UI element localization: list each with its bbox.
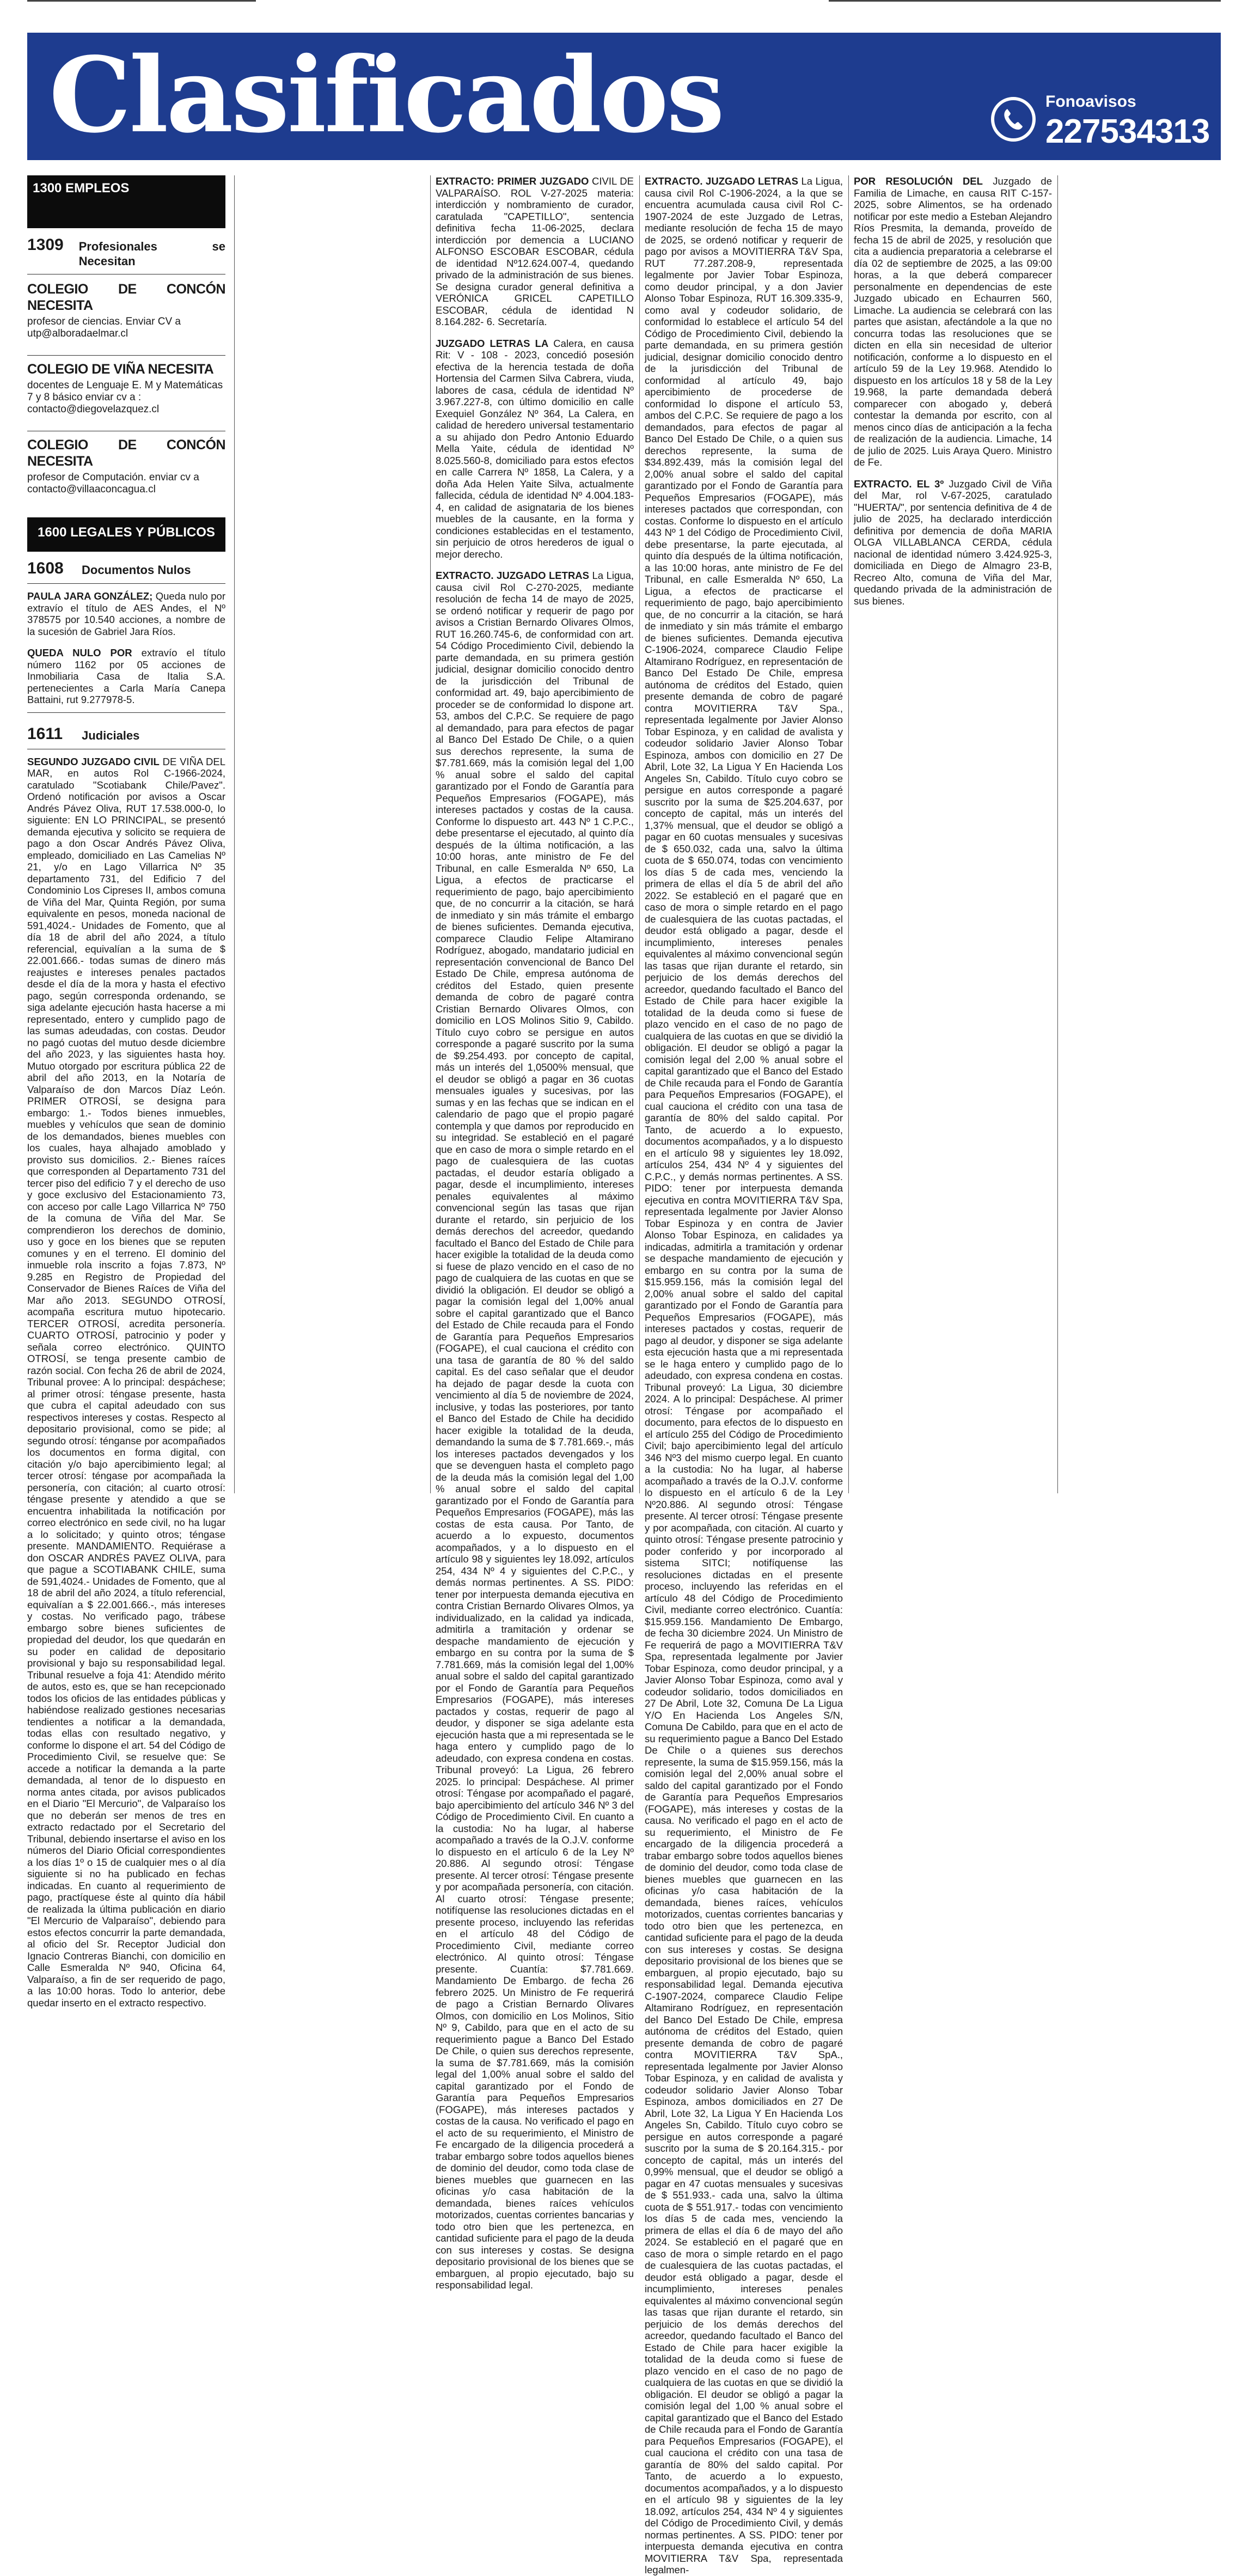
job-ad-title: COLEGIO DE VIÑA NECESITA bbox=[27, 362, 214, 377]
subheading-code: 1608 bbox=[27, 559, 64, 577]
notice-text: Queda nulo por extravío el título de AES Andes, el Nº 378575 por 10.540 acciones, a nombre de la sucesión de Gabriel Jara Ríos. bbox=[27, 590, 225, 637]
judiciales-subheading bbox=[27, 723, 225, 749]
section-banner bbox=[27, 33, 1221, 160]
fonoavisos-number: 227534313 bbox=[1045, 113, 1210, 150]
job-ad bbox=[27, 281, 225, 356]
notice-lead: SEGUNDO JUZGADO CIVIL bbox=[27, 755, 160, 767]
notice-lead: EXTRACTO. JUZGADO LETRAS bbox=[645, 175, 799, 187]
legal-notice bbox=[645, 175, 843, 2576]
subheading-code: 1611 bbox=[27, 724, 63, 743]
job-ad-title: COLEGIO DE CONCÓN NECESITA bbox=[27, 282, 225, 313]
notice-lead: EXTRACTO: PRIMER JUZGADO bbox=[436, 175, 589, 187]
top-rule-left bbox=[27, 0, 256, 2]
notice-lead: EXTRACTO. JUZGADO LETRAS bbox=[436, 570, 590, 581]
job-ad-body: profesor de Computación. enviar cv a contacto@villaaconcagua.cl bbox=[27, 472, 199, 495]
empleos-heading: 1300 EMPLEOS bbox=[27, 175, 225, 228]
subheading-label: Judiciales bbox=[82, 728, 140, 742]
legal-notice bbox=[436, 338, 634, 560]
documentos-nulos-subheading bbox=[27, 557, 225, 584]
legal-notice bbox=[854, 478, 1052, 607]
fonoavisos-box bbox=[991, 86, 1220, 157]
profesionales-subheading bbox=[27, 234, 225, 274]
legal-notice bbox=[854, 175, 1052, 468]
column-rule bbox=[430, 175, 431, 1493]
column-rule bbox=[848, 175, 849, 1493]
notice-text: La Ligua, causa civil Rol C-1906-2024, a la que se encuentra acumulada causa civil Rol C-1907-2024 de este Juzgado de Letras, mediante resolución de fecha 15 de mayo de 2025, se ordenó notificar y requerir de pago por avisos a MOVITIERRA T&V Spa, RUT 77.287.208-9, representada legalmente por Javier Tobar Espinoza, como deudor principal, y a don Javier Alonso Tobar Espinoza, RUT 16.309.335-9, como aval y codeudor solidario, de conformidad lo establece el artículo 54 del Código de Procedimiento Civil, debiendo la parte demandada, en su primera gestión judicial, designar domicilio conocido dentro de la jurisdicción del Tribunal de conformidad al artículo 49, bajo apercibimiento de procederse de conformidad lo dispone el artículo 53, ambos del C.P.C. Se requiere de pago a los demandados, para efectos de pagar al Banco Del Estado De Chile, o a quien sus derechos represente, la suma de $34.892.439, más la comisión legal del 2,00% anual sobre el saldo del capital garantizado por el Fondo de Garantía para Pequeños Empresarios (FOGAPE), más intereses pactados que correspondan, con costas. Conforme lo dispuesto en el artículo 443 Nº 1 del Código de Procedimiento Civil, debe presentarse, la parte ejecutada, al quinto día después de la última notificación, a las 10:00 horas, ante ministro de Fe del Tribunal, en calle Esmeralda Nº 650, La Ligua, a efectos de practicarse el requerimiento de pago, bajo apercibimiento que, de no concurrir a la citación, se hará de inmediato y sin más trámite el embargo de bienes suficientes. Demanda ejecutiva C-1906-2024, comparece Claudio Felipe Altamirano Rodríguez, en representación de Banco Del Estado De Chile, empresa autónoma de créditos del Estado, quien presente demanda de cobro de pagaré contra MOVITIERRA T&V Spa., representada legalmente por Javier Alonso Tobar Espinoza, y en calidad de avalista y codeudor solidario Javier Alonso Tobar Espinoza, ambos con domicilio en 27 De Abril, Lote 32, La Ligua Y En Hacienda Los Angeles Sn, Cabildo. Título cuyo cobro se persigue en autos corresponde a pagaré suscrito por la suma de $25.204.637, por concepto de capital, más un interés del 1,37% mensual, que el deudor se obligó a pagar en 60 cuotas mensuales y sucesivas de $ 650.032, cada una, salvo la última cuota de $ 650.074, todas con vencimiento los días 5 de cada mes, venciendo la primera de ellas el día 5 de abril del año 2022. Se estableció en el pagaré que en caso de mora o simple retardo en el pago de cualesquiera de las cuotas pactadas, el deudor está obligado a pagar, desde el incumplimiento, intereses penales equivalentes al máximo convencional según las tasas que rijan durante el retardo, sin perjuicio de los demás derechos del acreedor, quedando facultado el Banco del Estado de Chile para hacer exigible la totalidad de la deuda como si fuese de plazo vencido en el caso de no pago de cualquiera de las cuotas en que se dividió la obligación. El deudor se obligó a pagar la comisión legal del 2,00 % anual sobre el capital garantizado que el Banco del Estado de Chile recauda para el Fondo de Garantía para Pequeños Empresarios (FOGAPE), el cual cauciona el crédito con una tasa de garantía de 80% del saldo capital. Por Tanto, de acuerdo a lo expuesto, documentos acompañados, y a lo dispuesto en el artículo 98 y siguientes ley 18.092, artículos 254, 434 Nº 4 y siguientes del C.P.C., y demás normas pertinentes. A SS. PIDO: tener por interpuesta demanda ejecutiva en contra MOVITIERRA T&V Spa, representada legalmente por Javier Alonso Tobar Espinoza y en contra de Javier Alonso Tobar Espinoza, en calidades ya indicadas, admitirla a tramitación y ordenar se despache mandamiento de ejecución y embargo en su contra por la suma de $15.959.156, más la comisión legal del 2,00% anual sobre el saldo del capital garantizado por el Fondo de Garantía para Pequeños Empresarios (FOGAPE), más intereses pactados y costas, requerir de pago al deudor, y disponer se siga adelante esta ejecución hasta que a mi representada se le haga entero y cumplido pago de lo adeudado, con expresa condena en costas. Tribunal proveyó: La Ligua, 30 diciembre 2024. A lo principal: Despáchese. Al primer otrosí: Téngase por acompañado el documento, para efectos de lo dispuesto en el artículo 255 del Código de Procedimiento Civil; bajo apercibimiento legal del artículo 346 Nº3 del mismo cuerpo legal. En cuanto a la custodia: No ha lugar, al haberse acompañado a través de la O.J.V. conforme lo dispuesto en el artículo 6 de la Ley Nº20.886. Al segundo otrosí: Téngase presente. Al tercer otrosí: Téngase presente y por acompañada, con citación. Al cuarto y quinto otrosí: Téngase presente patrocinio y poder conferido y por incorporado al sistema SITCI; notifíquense las resoluciones dictadas en el presente proceso, incluyendo las referidas en el artículo 48 del Código de Procedimiento Civil, mediante correo electrónico. Cuantía: $15.959.156. Mandamiento De Embargo, de fecha 30 diciembre 2024. Un Ministro de Fe requerirá de pago a MOVITIERRA T&V Spa, representada legalmente por Javier Tobar Espinoza, como deudor principal, y a Javier Alonso Tobar Espinoza, como aval y codeudor solidario, todos domiciliados en 27 De Abril, Lote 32, Comuna De La Ligua Y/O En Hacienda Los Angeles S/N, Comuna De Cabildo, para que en el acto de su requerimiento pague a Banco Del Estado De Chile o a quienes sus derechos represente, la suma de $15.959.156, más la comisión legal del 2,00% anual sobre el saldo del capital garantizado por el Fondo de Garantía para Pequeños Empresarios (FOGAPE), más intereses y costas de la causa. No verificado el pago en el acto de su requerimiento, el Ministro de Fe encargado de la diligencia procederá a trabar embargo sobre todos aquellos bienes de dominio del deudor, como toda clase de bienes muebles que guarnecen en las oficinas y/o casa habitación de la demandada, bienes raíces, vehículos motorizados, cuentas corrientes bancarias y todo otro bien que les pertenezca, en cantidad suficiente para el pago de la deuda con sus intereses y costas. Se designa depositario provisional de los bienes que se embarguen, al propio ejecutado, bajo su responsabilidad legal. Demanda ejecutiva C-1907-2024, comparece Claudio Felipe Altamirano Rodríguez, en representación del Banco Del Estado De Chile, empresa autónoma de créditos del Estado, quien presente demanda de cobro de pagaré contra MOVITIERRA T&V SpA., representada legalmente por Javier Alonso Tobar Espinoza, y en calidad de avalista y codeudor solidario Javier Alonso Tobar Espinoza, ambos domiciliados en 27 De Abril, Lote 32, La Ligua Y En Hacienda Los Angeles Sn, Cabildo. Título cuyo cobro se persigue en autos corresponde a pagaré suscrito por la suma de $ 20.164.315.- por concepto de capital, más un interés del 0,99% mensual, que el deudor se obligó a pagar en 47 cuotas mensuales y sucesivas de $ 551.933.- cada una, salvo la última cuota de $ 551.917.- todas con vencimiento los días 5 de cada mes, venciendo la primera de ellas el día 6 de mayo del año 2024. Se estableció en el pagaré que en caso de mora o simple retardo en el pago de cualesquiera de las cuotas pactadas, el deudor está obligado a pagar, desde el incumplimiento, intereses penales equivalentes al máximo convencional según las tasas que rijan durante el retardo, sin perjuicio de los demás derechos del acreedor, quedando facultado el Banco del Estado de Chile para hacer exigible la totalidad de la deuda como si fuese de plazo vencido en el caso de no pago de cualquiera de las cuotas en que se dividió la obligación. El deudor se obligó a pagar la comisión legal del 1,00 % anual sobre el capital garantizado que el Banco del Estado de Chile recauda para el Fondo de Garantía para Pequeños Empresarios (FOGAPE), el cual cauciona el crédito con una tasa de garantía de 80% del saldo capital. Por Tanto, de acuerdo a lo expuesto, documentos acompañados, y a lo dispuesto en el artículo 98 y siguientes de la ley 18.092, artículos 254, 434 Nº 4 y siguientes del Código de Procedimiento Civil, y demás normas pertinentes. A SS. PIDO: tener por interpuesta demanda ejecutiva en contra MOVITIERRA T&V Spa, representada legalmen- bbox=[645, 175, 843, 2575]
notice-text: DE VIÑA DEL MAR, en autos Rol C-1966-2024, caratulado "Scotiabank Chile/Pavez". Ordenó notificación por avisos a Oscar Andrés Pávez Oliva, RUT 17.538.000-0, lo siguiente: EN LO PRINCIPAL, se presentó demanda ejecutiva y solicito se requiera de pago a don Oscar Andrés Pávez Oliva, empleado, domiciliado en Las Camelias Nº 21, y/o en Lago Villarrica Nº 35 departamento 731, del Edificio 7 del Condominio Los Cipreses II, ambos comuna de Viña del Mar, Quinta Región, por suma equivalente en pesos, moneda nacional de 591,4024.- Unidades de Fomento, que al día 18 de abril del año 2024, a título referencial, equivalían a la suma de $ 22.001.666.- todas sumas de dinero más reajustes e intereses penales pactados desde el día de la mora y hasta el efectivo pago, según corresponda ordenando, se siga adelante ejecución hasta hacerse a mi representado, entero y cumplido pago de las sumas adeudadas, con costas. Deudor no pagó cuotas del mutuo desde diciembre del año 2023, y las siguientes hasta hoy. Mutuo otorgado por escritura pública 22 de abril del año 2013, en la Notaría de Valparaíso de don Marcos Díaz León. PRIMER OTROSÍ, se designa para embargo: 1.- Todos bienes inmuebles, muebles y vehículos que sean de dominio de los demandados, bienes muebles con los cuales, haya alhajado amoblado y provisto sus domicilios. 2.- Bienes raíces que corresponden al Departamento 731 del tercer piso del edificio 7 y el derecho de uso y goce exclusivo del Estacionamiento 73, con acceso por calle Lago Villarrica Nº 750 de la comuna de Viña del Mar. Se comprendieron los derechos de dominio, uso y goce en los bienes que se reputen comunes y en el terreno. El dominio del inmueble rola inscrito a fojas 7.873, Nº 9.285 en Registro de Propiedad del Conservador de Bienes Raíces de Viña del Mar año 2013. SEGUNDO OTROSÍ, acompaña escritura mutuo hipotecario. TERCER OTROSÍ, acredita personería. CUARTO OTROSÍ, patrocinio y poder y señala correo electrónico. QUINTO OTROSÍ, se tenga presente cambio de razón social. Con fecha 26 de abril de 2024, Tribunal provee: A lo principal: despáchese; al primer otrosí: téngase presente, hasta que cubra el capital adeudado con sus respectivos intereses y costas. Respecto al depositario provisional, como se pide; al segundo otrosí: ténganse por acompañados los documentos en forma digital, con citación y/o bajo apercibimiento legal; al tercer otrosí: téngase por acompañada la personería, con citación; al cuarto otrosí: téngase presente y atendido a que se encuentra inhabilitada la notificación por correo electrónico en sede civil, no ha lugar a lo solicitado; y quinto otros; téngase presente. MANDAMIENTO. Requiérase a don OSCAR ANDRÉS PAVEZ OLIVA, para que pague a SCOTIABANK CHILE, suma de 591,4024.- Unidades de Fomento, que al 18 de abril del año 2024, a título referencial, equivalían a $ 22.001.666.-, más intereses y costas. No verificado pago, trábese embargo sobre bienes suficientes de propiedad del deudor, los que quedarán en su poder en calidad de depositario provisional y bajo su responsabilidad legal. Tribunal resuelve a foja 41: Atendido mérito de autos, esto es, que se han recepcionado todos los oficios de las entidades públicas y habiéndose realizado gestiones necesarias tendientes a notificar a la demandada, todas ellas con resultado negativo, y conforme lo dispone el art. 54 del Código de Procedimiento Civil, se resuelve que: Se accede a notificar la demanda a la parte demandada, al tenor de lo dispuesto en norma antes citada, por avisos publicados en el Diario "El Mercurio", de Valparaíso los que no deberán ser menos de tres en extracto redactado por el Secretario del Tribunal, debiendo insertarse el aviso en los números del Diario Oficial correspondientes a los días 1º o 15 de cualquier mes o al día siguiente si no ha publicado en fechas indicadas. En cuanto al requerimiento de pago, practíquese éste al quinto día hábil de realizada la última publicación en diario "El Mercurio de Valparaíso", debiendo para estos efectos concurrir la parte demandada, al oficio del Sr. Receptor Judicial don Ignacio Contreras Bianchi, con domicilio en Calle Esmeralda Nº 940, Oficina 64, Valparaíso, a fin de ser requerido de pago, a las 10:00 horas. Todo lo anterior, debe quedar inserto en el extracto respectivo. bbox=[27, 755, 226, 2009]
legales-heading: 1600 LEGALES Y PÚBLICOS bbox=[27, 517, 225, 552]
job-ad-body: profesor de ciencias. Enviar CV a utp@alboradaelmar.cl bbox=[27, 316, 181, 339]
top-rule bbox=[27, 0, 1221, 2]
legal-notice bbox=[436, 570, 634, 2291]
legal-notice bbox=[436, 175, 634, 328]
notice-lead: POR RESOLUCIÓN DEL bbox=[854, 175, 983, 187]
notice-text: La Ligua, causa civil Rol C-270-2025, mediante resolución de fecha 14 de mayo de 2025, se ordenó notificar y requerir de pago por avisos a Cristian Bernardo Olivares Olmos, RUT 16.260.745-6, de conformidad con art. 54 Código Procedimiento Civil, debiendo la parte demandada, en su primera gestión judicial, designar domicilio conocido dentro de la jurisdicción del Tribunal de conformidad art. 49, bajo apercibimiento de proceder se de conformidad lo dispone art. 53, ambos del C.P.C. Se requiere de pago al demandado, para para efectos de pagar al Banco Del Estado De Chile, o a quien sus derechos represente, la suma de $7.781.669, más la comisión legal del 1,00 % anual sobre el saldo del capital garantizado por el Fondo de Garantía para Pequeños Empresarios (FOGAPE), más intereses pactados y costas de la causa. Conforme lo dispuesto art. 443 Nº 1 C.P.C., debe presentarse el ejecutado, al quinto día después de la última notificación, a las 10:00 horas, ante ministro de Fe del Tribunal, en calle Esmeralda Nº 650, La Ligua, a efectos de practicarse el requerimiento de pago, bajo apercibimiento que, de no concurrir a la citación, se hará de inmediato y sin más trámite el embargo de bienes suficientes. Demanda ejecutiva, comparece Claudio Felipe Altamirano Rodríguez, abogado, mandatario judicial en representación convencional de Banco Del Estado De Chile, empresa autónoma de créditos del Estado, quien presente demanda de cobro de pagaré contra Cristian Bernardo Olivares Olmos, con domicilio en LOS Molinos Sitio 9, Cabildo. Título cuyo cobro se persigue en autos corresponde a pagaré suscrito por la suma de $9.254.493. por concepto de capital, más un interés del 1,0500% mensual, que el deudor se obligó a pagar en 36 cuotas mensuales iguales y sucesivas, por las sumas y en las fechas que se indican en el calendario de pago que el propio pagaré contempla y que damos por reproducido en su integridad. Se estableció en el pagaré que en caso de mora o simple retardo en el pago de cualesquiera de las cuotas pactadas, el deudor estaría obligado a pagar, desde el incumplimiento, intereses penales equivalentes al máximo convencional según las tasas que rijan durante el retardo, sin perjuicio de los demás derechos del acreedor, quedando facultado el Banco del Estado de Chile para hacer exigible la totalidad de la deuda como si fuese de plazo vencido en el caso de no pago de cualquiera de las cuotas en que se dividió la obligación. El deudor se obligó a pagar la comisión legal del 1,00% anual sobre el capital garantizado que el Banco del Estado de Chile recauda para el Fondo de Garantía para Pequeños Empresarios (FOGAPE), el cual cauciona el crédito con una tasa de garantía de 80 % del saldo capital. Es del caso señalar que el deudor ha dejado de pagar desde la cuota con vencimiento al día 5 de noviembre de 2024, inclusive, y todas las posteriores, por tanto el Banco del Estado de Chile ha decidido hacer exigible la totalidad de la deuda, demandando la suma de $ 7.781.669.-, más los intereses pactados devengados y los que se devenguen hasta el completo pago de la deuda más la comisión legal del 1,00 % anual sobre el saldo del capital garantizado por el Fondo de Garantía para Pequeños Empresarios (FOGAPE), más las costas de esta causa. Por Tanto, de acuerdo a lo expuesto, documentos acompañados, y a lo dispuesto en el artículo 98 y siguientes ley 18.092, artículos 254, 434 Nº 4 y siguientes del C.P.C., y demás normas pertinentes. A SS. PIDO: tener por interpuesta demanda ejecutiva en contra Cristian Bernardo Olivares Olmos, ya individualizado, en la calidad ya indicada, admitirla a tramitación y ordenar se despache mandamiento de ejecución y embargo en su contra por la suma de $ 7.781.669, más la comisión legal del 1,00% anual sobre el saldo del capital garantizado por el Fondo de Garantía para Pequeños Empresarios (FOGAPE), más intereses pactados y costas, requerir de pago al deudor, y disponer se siga adelante esta ejecución hasta que a mi representada se le haga entero y cumplido pago de lo adeudado, con expresa condena en costas. Tribunal proveyó: La Ligua, 26 febrero 2025. lo principal: Despáchese. Al primer otrosí: Téngase por acompañado el pagaré, bajo apercibimiento del artículo 346 Nº 3 del Código de Procedimiento Civil. En cuanto a la custodia: No ha lugar, al haberse acompañado a través de la O.J.V. conforme lo dispuesto en el artículo 6 de la Ley Nº 20.886. Al segundo otrosí: Téngase presente. Al tercer otrosí: Téngase presente y por acompañada personería, con citación. Al cuarto otrosí: Téngase presente; notifíquense las resoluciones dictadas en el presente proceso, incluyendo las referidas en el artículo 48 del Código de Procedimiento Civil, mediante correo electrónico. Al quinto otrosí: Téngase presente. Cuantía: $7.781.669. Mandamiento De Embargo. de fecha 26 febrero 2025. Un Ministro de Fe requerirá de pago a Cristian Bernardo Olivares Olmos, con domicilio en Los Molinos, Sitio Nº 9, Cabildo, para que en el acto de su requerimiento pague a Banco Del Estado De Chile, o quien sus derechos represente, la suma de $7.781.669, más la comisión legal del 1,00% anual sobre el saldo del capital garantizado por el Fondo de Garantía para Pequeños Empresarios (FOGAPE), más intereses pactados y costas de la causa. No verificado el pago en el acto de su requerimiento, el Ministro de Fe encargado de la diligencia procederá a trabar embargo sobre todos aquellos bienes de dominio del deudor, como toda clase de bienes muebles que guarnecen en las oficinas y/o casa habitación de la demandada, bienes raíces vehículos motorizados, cuentas corrientes bancarias y todo otro bien que les pertenezca, en cantidad suficiente para el pago de la deuda con sus intereses y costas. Se designa depositario provisional de los bienes que se embarguen, al propio ejecutado, bajo su responsabilidad legal. bbox=[436, 570, 634, 2291]
column-rule bbox=[639, 175, 640, 1493]
legal-notice bbox=[27, 590, 225, 637]
notice-lead: PAULA JARA GONZÁLEZ; bbox=[27, 590, 153, 602]
job-ad bbox=[27, 361, 225, 431]
job-ad-body: docentes de Lenguaje E. M y Matemáticas 7 y 8 básico enviar cv a : contacto@diegovelazquez.cl bbox=[27, 380, 223, 415]
notice-lead: EXTRACTO. EL 3º bbox=[854, 478, 944, 490]
subheading-label: Profesionales se Necesitan bbox=[78, 240, 225, 268]
section-title: Clasificados bbox=[49, 34, 723, 156]
phone-icon bbox=[991, 97, 1036, 142]
subheading-label: Documentos Nulos bbox=[82, 563, 191, 577]
top-rule-right bbox=[829, 0, 1221, 2]
job-ad bbox=[27, 437, 225, 511]
job-ad-title: COLEGIO DE CONCÓN NECESITA bbox=[27, 437, 225, 469]
column-6 bbox=[1063, 175, 1221, 1499]
notice-text: extravío el título número 1162 por 05 acciones de Inmobiliaria Casa de Italia S.A. pertenecientes a Carla María Canepa Battaini, rut 9.277978-5. bbox=[27, 647, 226, 705]
notice-lead: JUZGADO LETRAS LA bbox=[436, 337, 549, 349]
notice-text: Juzgado Civil de Viña del Mar, rol V-67-2025, caratulado "HUERTA/", por sentencia definitiva de 4 de julio de 2025, ha declarado interdicción definitiva por demencia de doña MARIA OLGA VILLABLANCA CERDA, cédula nacional de identidad número 3.424.925-3, domiciliada en Diego de Almagro 23-B, Recreo Alto, comuna de Viña del Mar, quedando privada de la administración de sus bienes. bbox=[854, 478, 1052, 607]
notice-text: Juzgado de Familia de Limache, en causa RIT C-157-2025, sobre Alimentos, se ha ordenado notificar por este medio a Esteban Alejandro Ríos Presmita, la demanda, proveído de fecha 15 de abril de 2025, y resolución que cita a audiencia preparatoria a celebrarse el día 02 de septiembre de 2025, a las 09:00 horas, a la que deberá comparecer personalmente en dependencias de este Juzgado ubicado en Echaurren 560, Limache. La audiencia se celebrará con las partes que asistan, afectándole a la que no concurra todas las resoluciones que se dicten en ella sin necesidad de ulterior notificación, conforme a lo dispuesto en el artículo 59 de la Ley 19.968. Atendido lo dispuesto en los artículos 18 y 58 de la Ley 19.968, la parte demandada deberá comparecer con abogado y, deberá contestar la demanda por escrito, con al menos cinco días de anticipación a la fecha de realización de la audiencia. Limache, 14 de julio de 2025. Luis Araya Quero. Ministro de Fe. bbox=[854, 175, 1052, 468]
fonoavisos-label: Fonoavisos bbox=[1045, 93, 1136, 111]
notice-text: CIVIL DE VALPARAÍSO. ROL V-27-2025 materia: interdicción y nombramiento de curador, caratulada "CAPETILLO", sentencia definitiva fecha 11-06-2025, declara interdicción por demencia a LUCIANO ALFONSO ESCOBAR ESCOBAR, cédula de identidad Nº12.624.007-4, quedando privado de la administración de sus bienes. Se designa curador general definitiva a VERÓNICA GRICEL CAPETILLO ESCOBAR, cédula de identidad N 8.164.282- 6. Secretaría. bbox=[436, 175, 634, 327]
notice-text: Calera, en causa Rit: V - 108 - 2023, concedió posesión efectiva de la herencia testada de doña Hortensia del Carmen Silva Cabrera, viuda, labores de casa, cédula de identidad Nº 3.967.227-8, con último domicilio en calle Exequiel González Nº 364, La Calera, en calidad de heredero universal testamentario a su ahijado don Pedro Antonio Eduardo Mella Yaite, cédula de identidad Nº 8.025.560-8, domiciliado para estos efectos en calle Carrera Nº 1858, La Calera, y a doña Ada Helen Yaite Silva, actualmente fallecida, cédula de identidad Nº 4.004.183-4, en calidad de asignataria de los bienes muebles de la causante, en la forma y condiciones establecidas en el testamento, sin perjuicio de otros herederos de igual o mejor derecho. bbox=[436, 337, 634, 560]
column-4 bbox=[645, 175, 843, 2575]
legal-notice-flow-1 bbox=[27, 756, 225, 2009]
column-2-content bbox=[224, 175, 424, 1499]
subheading-code: 1309 bbox=[27, 236, 64, 254]
legal-notice bbox=[27, 647, 225, 713]
column-rule bbox=[1057, 175, 1058, 1493]
column-5 bbox=[854, 175, 1052, 1499]
notice-lead: QUEDA NULO POR bbox=[27, 647, 132, 658]
column-3 bbox=[436, 175, 634, 2291]
column-1 bbox=[27, 175, 226, 2009]
